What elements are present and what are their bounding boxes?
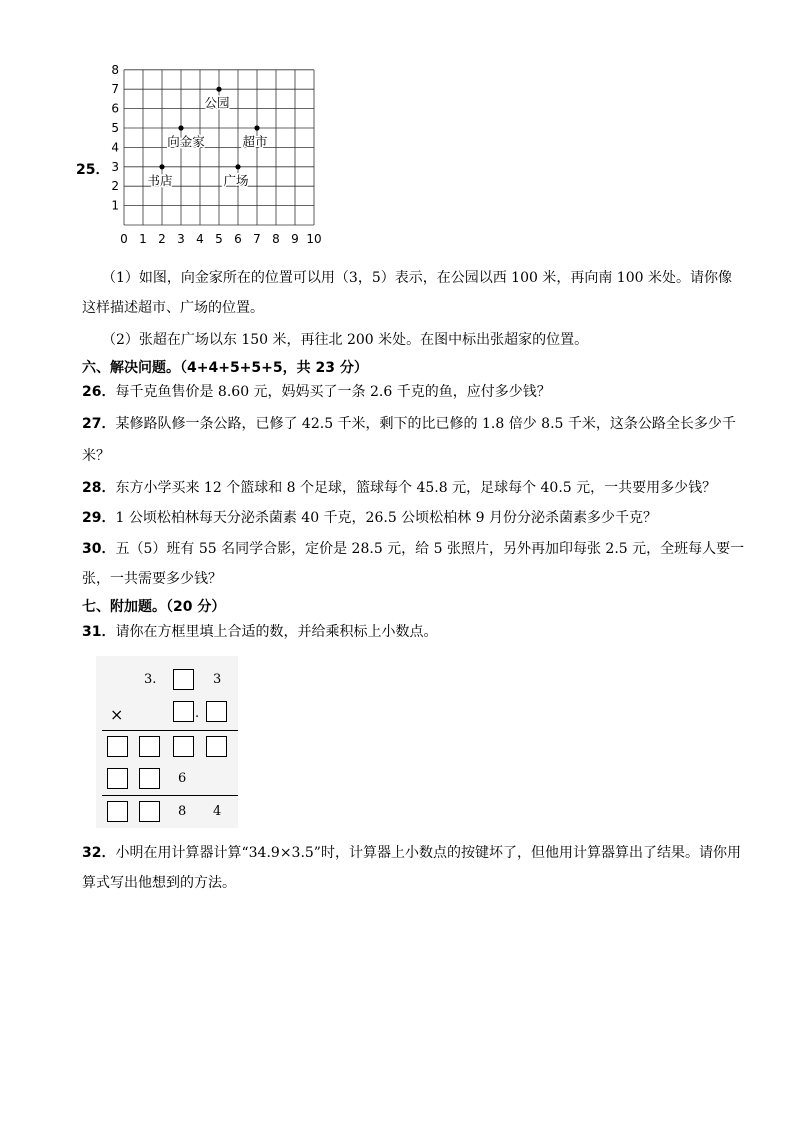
q25-part1-line2: 这样描述超市、广场的位置。 bbox=[82, 300, 264, 316]
question-27-line1 bbox=[82, 414, 736, 434]
question-number: 29． bbox=[82, 510, 116, 526]
y-tick-label: 8 bbox=[111, 62, 119, 77]
x-tick-label: 10 bbox=[306, 232, 322, 246]
location-label: 向金家 bbox=[167, 134, 205, 149]
question-32-line2: 算式写出他想到的方法。 bbox=[82, 875, 236, 891]
x-tick-label: 7 bbox=[253, 232, 261, 246]
question-number: 26． bbox=[82, 384, 116, 400]
y-tick-label: 7 bbox=[111, 82, 119, 97]
q25-part1-line1: （1）如图，向金家所在的位置可以用（3，5）表示，在公园以西 100 米，再向南 100 米处。请你像 bbox=[102, 270, 732, 286]
location-label: 书店 bbox=[147, 172, 173, 188]
x-tick-label: 8 bbox=[272, 232, 280, 246]
question-number: 31． bbox=[82, 624, 116, 640]
grid-svg bbox=[100, 62, 330, 268]
answer-box[interactable] bbox=[139, 736, 160, 757]
location-point bbox=[178, 125, 183, 130]
answer-box[interactable] bbox=[173, 701, 194, 722]
question-number: 25． bbox=[76, 162, 110, 178]
question-31 bbox=[82, 622, 437, 642]
question-text: 五（5）班有 55 名同学合影，定价是 28.5 元，给 5 张照片，另外再加印每张 2.5 元，全班每人要一 bbox=[115, 541, 745, 557]
x-tick-label: 4 bbox=[196, 232, 204, 246]
divider-line bbox=[102, 730, 238, 731]
coordinate-grid bbox=[100, 62, 330, 268]
y-tick-label: 4 bbox=[111, 140, 119, 155]
puzzle-digit: 3. bbox=[144, 672, 157, 687]
question-text: 请你在方框里填上合适的数，并给乘积标上小数点。 bbox=[115, 624, 438, 640]
answer-box[interactable] bbox=[107, 768, 128, 789]
question-29 bbox=[82, 508, 657, 528]
question-text: 每千克鱼售价是 8.60 元，妈妈买了一条 2.6 千克的鱼，应付多少钱？ bbox=[115, 384, 551, 400]
question-number: 28． bbox=[82, 480, 116, 496]
question-number: 27． bbox=[82, 416, 116, 432]
answer-box[interactable] bbox=[206, 701, 227, 722]
times-sign: × bbox=[110, 705, 124, 724]
q25-part2: （2）张超在广场以东 150 米，再往北 200 米处。在图中标出张超家的位置。 bbox=[102, 332, 589, 348]
answer-box[interactable] bbox=[139, 801, 160, 822]
question-number: 30． bbox=[82, 541, 116, 557]
location-point bbox=[159, 164, 164, 169]
location-point bbox=[254, 125, 259, 130]
answer-box[interactable] bbox=[206, 736, 227, 757]
location-point bbox=[235, 164, 240, 169]
question-27-line2: 米？ bbox=[82, 448, 110, 464]
question-30-line1 bbox=[82, 539, 744, 559]
answer-box[interactable] bbox=[173, 669, 194, 690]
question-text: 某修路队修一条公路，已修了 42.5 千米，剩下的比已修的 1.8 倍少 8.5 千米，这条公路全长多少千 bbox=[115, 416, 736, 432]
divider-line bbox=[102, 795, 238, 796]
answer-box[interactable] bbox=[173, 736, 194, 757]
puzzle-digit: 6 bbox=[178, 771, 187, 786]
question-text: 小明在用计算器计算“34.9×3.5”时，计算器上小数点的按键坏了，但他用计算器算出了结果。请你用 bbox=[115, 845, 741, 861]
question-text: 1 公顷松柏林每天分泌杀菌素 40 千克，26.5 公顷松柏林 9 月份分泌杀菌素多少千克？ bbox=[115, 510, 657, 526]
x-tick-label: 6 bbox=[234, 232, 242, 246]
puzzle-digit: 4 bbox=[213, 804, 222, 819]
location-label: 公园 bbox=[204, 95, 230, 111]
x-tick-label: 5 bbox=[215, 232, 223, 246]
x-tick-label: 2 bbox=[158, 232, 166, 246]
y-tick-label: 1 bbox=[111, 198, 119, 213]
question-number: 32． bbox=[82, 845, 116, 861]
y-tick-label: 6 bbox=[111, 101, 119, 116]
question-26 bbox=[82, 382, 551, 402]
x-tick-label: 0 bbox=[120, 232, 128, 246]
y-tick-label: 3 bbox=[111, 159, 119, 174]
answer-box[interactable] bbox=[107, 736, 128, 757]
multiplication-puzzle bbox=[96, 656, 238, 828]
x-tick-label: 1 bbox=[139, 232, 147, 246]
y-tick-label: 2 bbox=[111, 179, 119, 194]
answer-box[interactable] bbox=[107, 801, 128, 822]
location-label: 超市 bbox=[242, 134, 268, 149]
location-label: 广场 bbox=[223, 172, 249, 188]
x-tick-label: 9 bbox=[291, 232, 299, 246]
question-32-line1 bbox=[82, 843, 741, 863]
question-28 bbox=[82, 478, 716, 498]
section-title: 六、解决问题。（4+4+5+5+5，共 23 分） bbox=[82, 360, 368, 376]
y-tick-label: 5 bbox=[111, 121, 119, 135]
puzzle-digit: 8 bbox=[178, 804, 187, 819]
question-30-line2: 张，一共需要多少钱？ bbox=[82, 571, 222, 587]
decimal-point: . bbox=[195, 706, 200, 721]
x-tick-label: 3 bbox=[177, 232, 185, 246]
answer-box[interactable] bbox=[139, 768, 160, 789]
puzzle-digit: 3 bbox=[213, 672, 222, 687]
location-point bbox=[216, 87, 221, 92]
section-title: 七、附加题。（20 分） bbox=[82, 599, 226, 615]
question-text: 东方小学买来 12 个篮球和 8 个足球，篮球每个 45.8 元，足球每个 40.5 元，一共要用多少钱？ bbox=[115, 480, 717, 496]
